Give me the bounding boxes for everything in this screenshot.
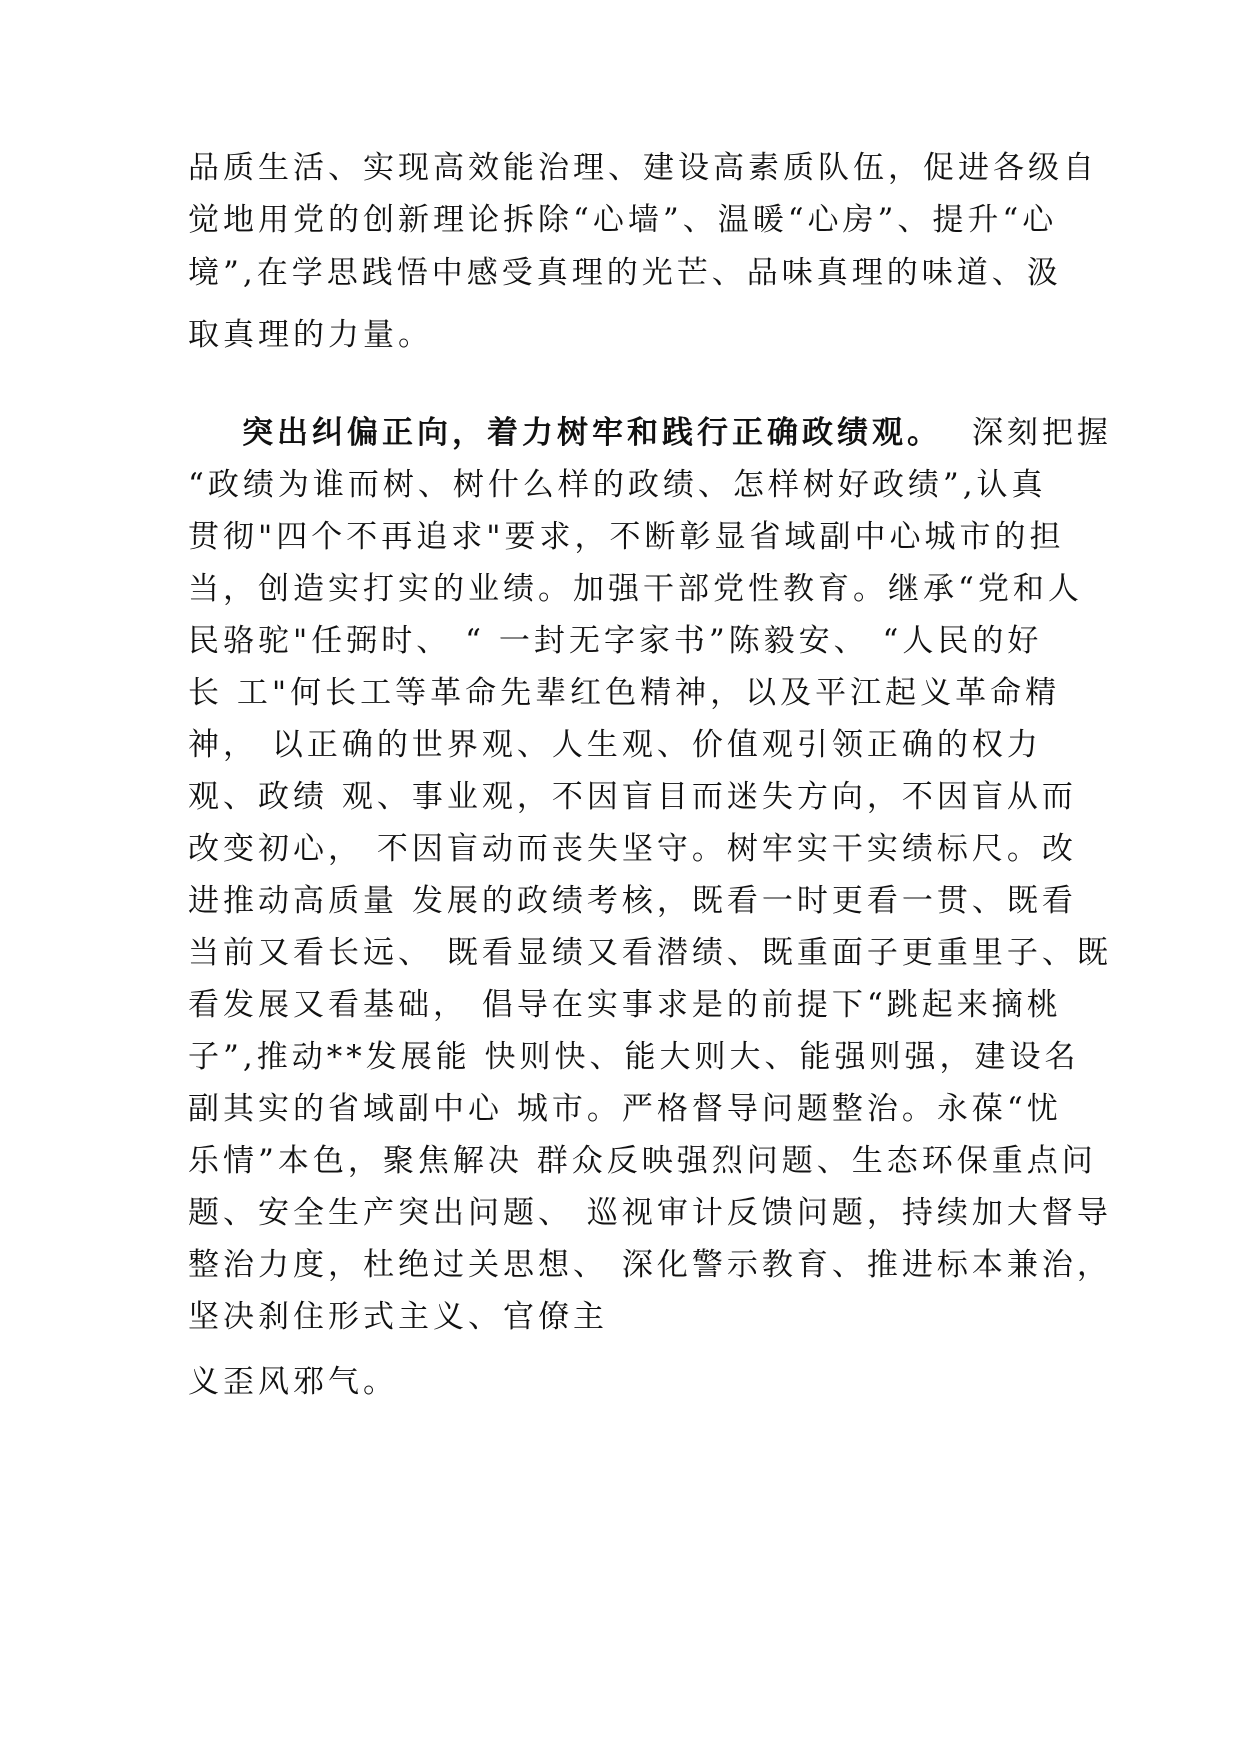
- paragraph-2-line-7: 神， 以正确的世界观、人生观、价值观引领正确的权力: [188, 727, 1042, 763]
- paragraph-1-line-2: 觉地用党的创新理论拆除“心墙”、温暖“心房”、提升“心: [188, 202, 1058, 238]
- paragraph-2-first-line-rest: 深刻把握: [972, 415, 1112, 451]
- paragraph-2-line-10: 进推动高质量 发展的政绩考核，既看一时更看一贯、既看: [188, 883, 1077, 919]
- paragraph-2-line-11: 当前又看长远、 既看显绩又看潜绩、既重面子更重里子、既: [188, 935, 1112, 971]
- paragraph-2-line-15: 乐情”本色，聚焦解决 群众反映强烈问题、生态环保重点问: [188, 1143, 1097, 1179]
- paragraph-2-line-4: 当，创造实打实的业绩。加强干部党性教育。继承“党和人: [188, 571, 1083, 607]
- paragraph-2-line-13: 子”,推动**发展能 快则快、能大则大、能强则强，建设名: [188, 1039, 1080, 1075]
- paragraph-2-line-6: 长 工"何长工等革命先辈红色精神，以及平江起义革命精: [188, 675, 1061, 711]
- paragraph-2-line-2: “政绩为谁而树、树什么样的政绩、怎样树好政绩”,认真: [188, 467, 1047, 503]
- paragraph-2-line-16: 题、安全生产突出问题、 巡视审计反馈问题，持续加大督导: [188, 1195, 1112, 1231]
- paragraph-2-line-19: 义歪风邪气。: [188, 1364, 398, 1400]
- paragraph-1-line-3: 境”,在学思践悟中感受真理的光芒、品味真理的味道、汲: [188, 255, 1062, 291]
- paragraph-1-line-1: 品质生活、实现高效能治理、建设高素质队伍，促进各级自: [188, 150, 1098, 186]
- paragraph-2-line-5: 民骆驼"任弼时、 “ 一封无字家书”陈毅安、 “人民的好: [188, 623, 1043, 659]
- paragraph-2-heading: 突出纠偏正向，着力树牢和践行正确政绩观。: [242, 415, 942, 451]
- paragraph-2-line-18: 坚决刹住形式主义、官僚主: [188, 1299, 608, 1335]
- paragraph-2-line-17: 整治力度，杜绝过关思想、 深化警示教育、推进标本兼治，: [188, 1247, 1112, 1283]
- paragraph-2-first-line: [242, 413, 1112, 453]
- paragraph-2-line-9: 改变初心， 不因盲动而丧失坚守。树牢实干实绩标尺。改: [188, 831, 1077, 867]
- paragraph-2-line-12: 看发展又看基础， 倡导在实事求是的前提下“跳起来摘桃: [188, 987, 1062, 1023]
- paragraph-2-line-3: 贯彻"四个不再追求"要求，不断彰显省域副中心城市的担: [188, 519, 1065, 555]
- paragraph-1-line-4: 取真理的力量。: [188, 317, 433, 353]
- paragraph-2-line-8: 观、政绩 观、事业观，不因盲目而迷失方向，不因盲从而: [188, 779, 1077, 815]
- paragraph-2-line-14: 副其实的省域副中心 城市。严格督导问题整治。永葆“忧: [188, 1091, 1062, 1127]
